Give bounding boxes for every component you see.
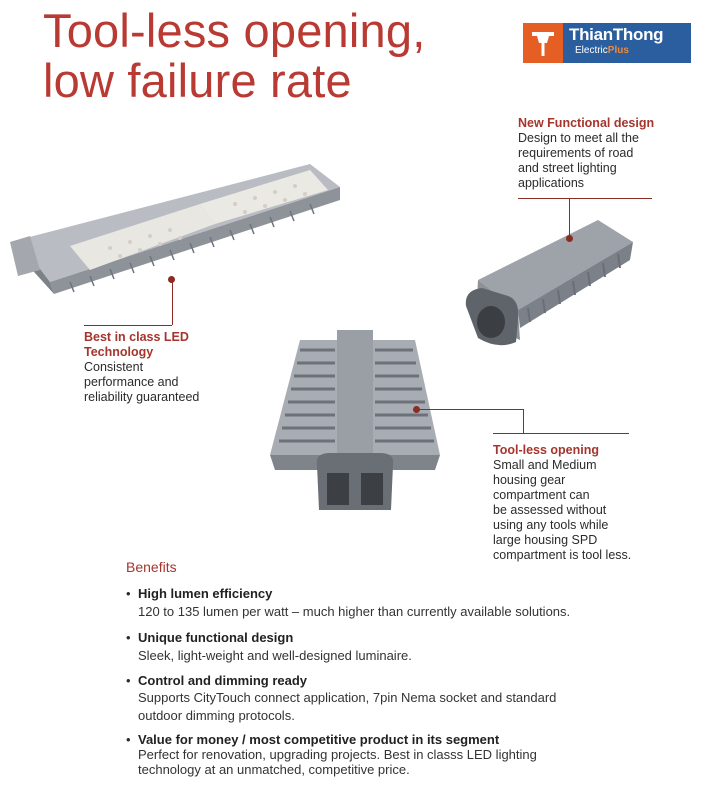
- benefit-item: [126, 673, 686, 723]
- callout-line: be assessed without: [493, 503, 607, 517]
- callout-line: applications: [518, 176, 585, 190]
- callout-tool-less-opening: [493, 443, 683, 563]
- benefit-item: [126, 630, 686, 663]
- brand-name: ThianThong: [569, 25, 664, 44]
- callout-line: compartment is tool less.: [493, 548, 632, 562]
- lamp-icon: [523, 23, 563, 63]
- benefit-desc: Sleek, light-weight and well-designed luminaire.: [138, 648, 412, 663]
- callout-line: Consistent: [84, 360, 144, 374]
- callout-leader: [523, 409, 524, 434]
- benefit-heading: High lumen efficiency: [138, 586, 273, 601]
- callout-line: performance and: [84, 375, 179, 389]
- benefit-heading: Control and dimming ready: [138, 673, 308, 688]
- callout-leader: [420, 409, 523, 410]
- page-title: [43, 6, 425, 106]
- callout-line: requirements of road: [518, 146, 634, 160]
- callout-line: housing gear: [493, 473, 566, 487]
- benefit-heading: Value for money / most competitive product in its segment: [138, 732, 500, 747]
- callout-functional-design: [518, 116, 688, 191]
- callout-rule: [84, 325, 172, 326]
- luminaire-top-view-image: [255, 325, 455, 515]
- callout-leader: [569, 198, 570, 238]
- benefits-title: Benefits: [126, 559, 177, 575]
- callout-heading: Tool-less opening: [493, 443, 600, 457]
- callout-dot: [566, 235, 573, 242]
- callout-line: large housing SPD: [493, 533, 598, 547]
- callout-heading: Best in class LED: [84, 330, 189, 344]
- benefit-desc: Supports CityTouch connect application, 7pin Nema socket and standard: [138, 690, 557, 705]
- callout-led-technology: [84, 330, 254, 405]
- callout-dot: [413, 406, 420, 413]
- luminaire-rear-view-image: [458, 210, 638, 360]
- brand-sub: ElectricPlus: [575, 45, 629, 56]
- bullet-icon: •: [126, 732, 131, 747]
- benefit-item: [126, 732, 686, 777]
- benefit-heading: Unique functional design: [138, 630, 294, 645]
- title-line-1: Tool-less opening,: [43, 4, 426, 57]
- callout-line: Design to meet all the: [518, 131, 639, 145]
- callout-line: using any tools while: [493, 518, 609, 532]
- bullet-icon: •: [126, 673, 131, 688]
- callout-dot: [168, 276, 175, 283]
- brand-logo: [523, 23, 691, 63]
- callout-line: and street lighting: [518, 161, 617, 175]
- benefit-desc: outdoor dimming protocols.: [138, 708, 295, 723]
- callout-line: compartment can: [493, 488, 590, 502]
- benefit-desc: 120 to 135 lumen per watt – much higher than currently available solutions.: [138, 604, 571, 619]
- callout-leader: [172, 280, 173, 325]
- benefit-desc: Perfect for renovation, upgrading projects. Best in classs LED lighting: [138, 747, 537, 762]
- title-line-2: low failure rate: [43, 54, 352, 107]
- benefit-desc: technology at an unmatched, competitive price.: [138, 762, 410, 777]
- luminaire-led-view-image: [10, 142, 350, 297]
- bullet-icon: •: [126, 586, 131, 601]
- callout-line: Small and Medium: [493, 458, 597, 472]
- callout-heading: New Functional design: [518, 116, 655, 130]
- benefit-item: [126, 586, 686, 619]
- callout-rule: [493, 433, 629, 434]
- callout-heading: Technology: [84, 345, 154, 359]
- callout-line: reliability guaranteed: [84, 390, 200, 404]
- callout-rule: [518, 198, 652, 199]
- bullet-icon: •: [126, 630, 131, 645]
